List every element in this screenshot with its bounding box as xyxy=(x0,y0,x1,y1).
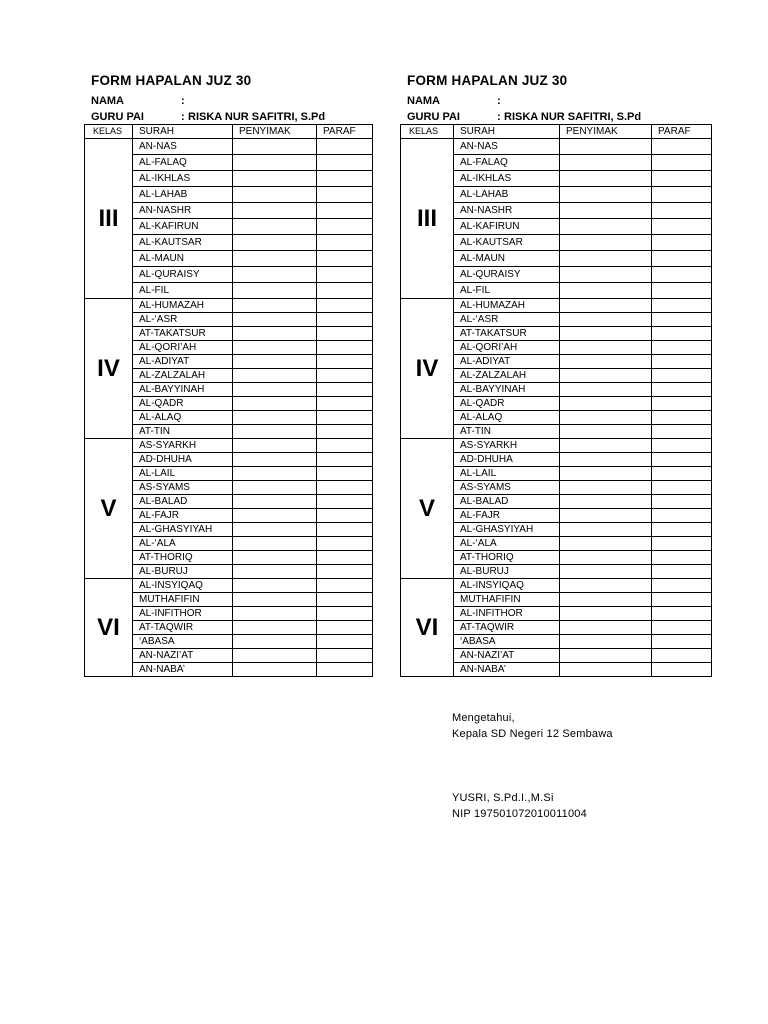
paraf-cell[interactable] xyxy=(317,341,373,355)
paraf-cell[interactable] xyxy=(317,467,373,481)
paraf-cell[interactable] xyxy=(317,203,373,219)
paraf-cell[interactable] xyxy=(317,251,373,267)
surah-cell: AL-KAFIRUN xyxy=(454,219,560,235)
surah-cell: AL-IKHLAS xyxy=(133,171,233,187)
paraf-cell[interactable] xyxy=(652,425,712,439)
kelas-cell: IV xyxy=(401,299,454,439)
surah-cell: AL-BAYYINAH xyxy=(454,383,560,397)
paraf-cell[interactable] xyxy=(317,621,373,635)
penyimak-cell[interactable] xyxy=(233,509,317,523)
hafalan-table xyxy=(400,124,712,677)
guru-value: RISKA NUR SAFITRI, S.Pd xyxy=(504,111,642,123)
penyimak-cell[interactable] xyxy=(233,327,317,341)
nama-colon: : xyxy=(497,95,501,107)
surah-cell: AL-GHASYIYAH xyxy=(454,523,560,537)
paraf-cell[interactable] xyxy=(317,495,373,509)
surah-cell: AL-INSYIQAQ xyxy=(454,579,560,593)
table-row xyxy=(401,439,712,453)
surah-cell: AD-DHUHA xyxy=(454,453,560,467)
paraf-cell[interactable] xyxy=(317,481,373,495)
penyimak-cell[interactable] xyxy=(560,621,652,635)
penyimak-cell[interactable] xyxy=(560,267,652,283)
penyimak-cell[interactable] xyxy=(233,251,317,267)
paraf-cell[interactable] xyxy=(652,267,712,283)
surah-cell: AL-ZALZALAH xyxy=(454,369,560,383)
surah-cell: AL-LAHAB xyxy=(454,187,560,203)
paraf-cell[interactable] xyxy=(317,635,373,649)
header-penyimak: PENYIMAK xyxy=(560,125,652,139)
penyimak-cell[interactable] xyxy=(560,171,652,187)
table-row xyxy=(401,299,712,313)
header-paraf: PARAF xyxy=(652,125,712,139)
kelas-cell: V xyxy=(85,439,133,579)
paraf-cell[interactable] xyxy=(317,187,373,203)
penyimak-cell[interactable] xyxy=(233,355,317,369)
paraf-cell[interactable] xyxy=(317,327,373,341)
penyimak-cell[interactable] xyxy=(560,579,652,593)
form-title: FORM HAPALAN JUZ 30 xyxy=(407,73,568,88)
penyimak-cell[interactable] xyxy=(560,251,652,267)
guru-label: GURU PAI xyxy=(407,111,460,123)
paraf-cell[interactable] xyxy=(317,397,373,411)
paraf-cell[interactable] xyxy=(652,635,712,649)
paraf-cell[interactable] xyxy=(652,155,712,171)
header-kelas: KELAS xyxy=(401,125,454,139)
surah-cell: AL-HUMAZAH xyxy=(133,299,233,313)
paraf-cell[interactable] xyxy=(317,235,373,251)
paraf-cell[interactable] xyxy=(652,537,712,551)
kelas-cell: III xyxy=(401,139,454,299)
surah-cell: AL-GHASYIYAH xyxy=(133,523,233,537)
penyimak-cell[interactable] xyxy=(233,235,317,251)
penyimak-cell[interactable] xyxy=(560,155,652,171)
surah-cell: AT-TIN xyxy=(454,425,560,439)
penyimak-cell[interactable] xyxy=(560,341,652,355)
paraf-cell[interactable] xyxy=(652,607,712,621)
guru-colon: : xyxy=(181,111,185,123)
penyimak-cell[interactable] xyxy=(560,649,652,663)
paraf-cell[interactable] xyxy=(652,327,712,341)
surah-cell: AL-ALAQ xyxy=(454,411,560,425)
table-row xyxy=(85,579,373,593)
penyimak-cell[interactable] xyxy=(560,551,652,565)
paraf-cell[interactable] xyxy=(317,565,373,579)
surah-cell: AL-KAFIRUN xyxy=(133,219,233,235)
paraf-cell[interactable] xyxy=(317,219,373,235)
paraf-cell[interactable] xyxy=(652,383,712,397)
kelas-cell: VI xyxy=(401,579,454,677)
penyimak-cell[interactable] xyxy=(233,537,317,551)
kelas-cell: V xyxy=(401,439,454,579)
surah-cell: AT-TAQWIR xyxy=(133,621,233,635)
hafalan-table xyxy=(84,124,373,677)
paraf-cell[interactable] xyxy=(317,155,373,171)
penyimak-cell[interactable] xyxy=(233,523,317,537)
guru-value: RISKA NUR SAFITRI, S.Pd xyxy=(188,111,326,123)
surah-cell: AL-BALAD xyxy=(133,495,233,509)
surah-cell: AL-QURAISY xyxy=(133,267,233,283)
paraf-cell[interactable] xyxy=(652,299,712,313)
penyimak-cell[interactable] xyxy=(560,607,652,621)
nama-colon: : xyxy=(181,95,185,107)
surah-cell: AN-NAZI’AT xyxy=(454,649,560,663)
paraf-cell[interactable] xyxy=(317,171,373,187)
surah-cell: AL-BAYYINAH xyxy=(133,383,233,397)
surah-cell: AL-‘ASR xyxy=(133,313,233,327)
penyimak-cell[interactable] xyxy=(233,299,317,313)
penyimak-cell[interactable] xyxy=(233,219,317,235)
surah-cell: MUTHAFIFIN xyxy=(454,593,560,607)
penyimak-cell[interactable] xyxy=(560,203,652,219)
surah-cell: AL-‘ALA xyxy=(133,537,233,551)
surah-cell: AL-ZALZALAH xyxy=(133,369,233,383)
surah-cell: AL-BURUJ xyxy=(454,565,560,579)
paraf-cell[interactable] xyxy=(652,283,712,299)
surah-cell: AL-BALAD xyxy=(454,495,560,509)
paraf-cell[interactable] xyxy=(652,235,712,251)
penyimak-cell[interactable] xyxy=(233,565,317,579)
paraf-cell[interactable] xyxy=(652,251,712,267)
penyimak-cell[interactable] xyxy=(560,299,652,313)
paraf-cell[interactable] xyxy=(652,171,712,187)
kelas-cell: VI xyxy=(85,579,133,677)
surah-cell: AL-LAIL xyxy=(133,467,233,481)
nama-label: NAMA xyxy=(407,95,440,107)
paraf-cell[interactable] xyxy=(652,187,712,203)
surah-cell: AL-FAJR xyxy=(133,509,233,523)
surah-cell: AL-QURAISY xyxy=(454,267,560,283)
header-paraf: PARAF xyxy=(317,125,373,139)
penyimak-cell[interactable] xyxy=(233,551,317,565)
paraf-cell[interactable] xyxy=(317,523,373,537)
penyimak-cell[interactable] xyxy=(233,171,317,187)
penyimak-cell[interactable] xyxy=(233,495,317,509)
penyimak-cell[interactable] xyxy=(560,509,652,523)
paraf-cell[interactable] xyxy=(652,397,712,411)
paraf-cell[interactable] xyxy=(652,565,712,579)
penyimak-cell[interactable] xyxy=(560,383,652,397)
paraf-cell[interactable] xyxy=(652,313,712,327)
paraf-cell[interactable] xyxy=(317,453,373,467)
surah-cell: AL-IKHLAS xyxy=(454,171,560,187)
kelas-cell: III xyxy=(85,139,133,299)
signature-nip: NIP 197501072010011004 xyxy=(452,808,587,820)
surah-cell: AS-SYAMS xyxy=(133,481,233,495)
signature-position: Kepala SD Negeri 12 Sembawa xyxy=(452,728,613,740)
penyimak-cell[interactable] xyxy=(233,411,317,425)
surah-cell: AL-LAIL xyxy=(454,467,560,481)
penyimak-cell[interactable] xyxy=(560,355,652,369)
surah-cell: AL-QORI’AH xyxy=(454,341,560,355)
table-row xyxy=(85,139,373,155)
paraf-cell[interactable] xyxy=(317,355,373,369)
penyimak-cell[interactable] xyxy=(233,579,317,593)
paraf-cell[interactable] xyxy=(317,663,373,677)
surah-cell: AL-FALAQ xyxy=(133,155,233,171)
surah-cell: AN-NASHR xyxy=(133,203,233,219)
penyimak-cell[interactable] xyxy=(233,313,317,327)
surah-cell: ‘ABASA xyxy=(454,635,560,649)
paraf-cell[interactable] xyxy=(317,383,373,397)
surah-cell: AL-‘ASR xyxy=(454,313,560,327)
surah-cell: AL-FIL xyxy=(454,283,560,299)
paraf-cell[interactable] xyxy=(652,411,712,425)
paraf-cell[interactable] xyxy=(317,579,373,593)
penyimak-cell[interactable] xyxy=(233,203,317,219)
paraf-cell[interactable] xyxy=(317,139,373,155)
surah-cell: AT-TAKATSUR xyxy=(454,327,560,341)
surah-cell: AL-HUMAZAH xyxy=(454,299,560,313)
penyimak-cell[interactable] xyxy=(233,467,317,481)
penyimak-cell[interactable] xyxy=(560,219,652,235)
surah-cell: AL-INFITHOR xyxy=(454,607,560,621)
paraf-cell[interactable] xyxy=(317,537,373,551)
penyimak-cell[interactable] xyxy=(233,267,317,283)
surah-cell: AT-THORIQ xyxy=(133,551,233,565)
paraf-cell[interactable] xyxy=(652,663,712,677)
penyimak-cell[interactable] xyxy=(233,341,317,355)
header-surah: SURAH xyxy=(133,125,233,139)
kelas-cell: IV xyxy=(85,299,133,439)
surah-cell: AT-TIN xyxy=(133,425,233,439)
penyimak-cell[interactable] xyxy=(560,187,652,203)
surah-cell: AL-KAUTSAR xyxy=(454,235,560,251)
guru-label: GURU PAI xyxy=(91,111,144,123)
paraf-cell[interactable] xyxy=(317,649,373,663)
penyimak-cell[interactable] xyxy=(233,621,317,635)
paraf-cell[interactable] xyxy=(317,607,373,621)
penyimak-cell[interactable] xyxy=(233,635,317,649)
paraf-cell[interactable] xyxy=(652,593,712,607)
header-surah: SURAH xyxy=(454,125,560,139)
paraf-cell[interactable] xyxy=(652,481,712,495)
surah-cell: AL-QADR xyxy=(454,397,560,411)
surah-cell: AD-DHUHA xyxy=(133,453,233,467)
table-row xyxy=(401,579,712,593)
penyimak-cell[interactable] xyxy=(233,453,317,467)
penyimak-cell[interactable] xyxy=(233,649,317,663)
penyimak-cell[interactable] xyxy=(560,327,652,341)
paraf-cell[interactable] xyxy=(317,425,373,439)
header-penyimak: PENYIMAK xyxy=(233,125,317,139)
penyimak-cell[interactable] xyxy=(560,283,652,299)
header-kelas: KELAS xyxy=(85,125,133,139)
surah-cell: AL-QORI’AH xyxy=(133,341,233,355)
penyimak-cell[interactable] xyxy=(233,607,317,621)
penyimak-cell[interactable] xyxy=(233,397,317,411)
surah-cell: AL-FIL xyxy=(133,283,233,299)
penyimak-cell[interactable] xyxy=(560,453,652,467)
penyimak-cell[interactable] xyxy=(560,139,652,155)
table-row xyxy=(85,439,373,453)
paraf-cell[interactable] xyxy=(652,467,712,481)
paraf-cell[interactable] xyxy=(317,283,373,299)
penyimak-cell[interactable] xyxy=(560,663,652,677)
penyimak-cell[interactable] xyxy=(560,467,652,481)
paraf-cell[interactable] xyxy=(317,299,373,313)
table-row xyxy=(401,139,712,155)
paraf-cell[interactable] xyxy=(652,341,712,355)
penyimak-cell[interactable] xyxy=(233,481,317,495)
surah-cell: AL-FALAQ xyxy=(454,155,560,171)
surah-cell: AN-NABA’ xyxy=(133,663,233,677)
surah-cell: ‘ABASA xyxy=(133,635,233,649)
surah-cell: AN-NAS xyxy=(133,139,233,155)
paraf-cell[interactable] xyxy=(652,579,712,593)
penyimak-cell[interactable] xyxy=(560,593,652,607)
penyimak-cell[interactable] xyxy=(560,481,652,495)
surah-cell: AT-TAKATSUR xyxy=(133,327,233,341)
surah-cell: AS-SYARKH xyxy=(454,439,560,453)
penyimak-cell[interactable] xyxy=(560,397,652,411)
penyimak-cell[interactable] xyxy=(233,663,317,677)
surah-cell: AL-MAUN xyxy=(133,251,233,267)
paraf-cell[interactable] xyxy=(652,551,712,565)
paraf-cell[interactable] xyxy=(317,439,373,453)
penyimak-cell[interactable] xyxy=(233,439,317,453)
paraf-cell[interactable] xyxy=(652,495,712,509)
penyimak-cell[interactable] xyxy=(560,369,652,383)
paraf-cell[interactable] xyxy=(317,411,373,425)
surah-cell: AL-FAJR xyxy=(454,509,560,523)
surah-cell: AN-NAZI’AT xyxy=(133,649,233,663)
surah-cell: AL-BURUJ xyxy=(133,565,233,579)
nama-label: NAMA xyxy=(91,95,124,107)
table-row xyxy=(85,299,373,313)
paraf-cell[interactable] xyxy=(317,509,373,523)
signature-name: YUSRI, S.Pd.I.,M.Si xyxy=(452,792,554,804)
penyimak-cell[interactable] xyxy=(560,635,652,649)
paraf-cell[interactable] xyxy=(652,523,712,537)
surah-cell: AT-TAQWIR xyxy=(454,621,560,635)
surah-cell: AL-QADR xyxy=(133,397,233,411)
paraf-cell[interactable] xyxy=(652,139,712,155)
surah-cell: AL-LAHAB xyxy=(133,187,233,203)
penyimak-cell[interactable] xyxy=(560,235,652,251)
surah-cell: AN-NASHR xyxy=(454,203,560,219)
paraf-cell[interactable] xyxy=(317,593,373,607)
surah-cell: MUTHAFIFIN xyxy=(133,593,233,607)
paraf-cell[interactable] xyxy=(652,509,712,523)
surah-cell: AT-THORIQ xyxy=(454,551,560,565)
paraf-cell[interactable] xyxy=(317,369,373,383)
penyimak-cell[interactable] xyxy=(560,425,652,439)
penyimak-cell[interactable] xyxy=(560,523,652,537)
signature-mengetahui: Mengetahui, xyxy=(452,712,515,724)
penyimak-cell[interactable] xyxy=(233,369,317,383)
paraf-cell[interactable] xyxy=(652,369,712,383)
surah-cell: AN-NAS xyxy=(454,139,560,155)
penyimak-cell[interactable] xyxy=(560,537,652,551)
surah-cell: AS-SYARKH xyxy=(133,439,233,453)
paraf-cell[interactable] xyxy=(652,355,712,369)
penyimak-cell[interactable] xyxy=(560,495,652,509)
penyimak-cell[interactable] xyxy=(233,593,317,607)
surah-cell: AL-KAUTSAR xyxy=(133,235,233,251)
surah-cell: AL-ADIYAT xyxy=(133,355,233,369)
penyimak-cell[interactable] xyxy=(233,425,317,439)
surah-cell: AL-ADIYAT xyxy=(454,355,560,369)
paraf-cell[interactable] xyxy=(652,649,712,663)
surah-cell: AL-ALAQ xyxy=(133,411,233,425)
paraf-cell[interactable] xyxy=(652,621,712,635)
penyimak-cell[interactable] xyxy=(233,283,317,299)
surah-cell: AL-INSYIQAQ xyxy=(133,579,233,593)
paraf-cell[interactable] xyxy=(652,203,712,219)
penyimak-cell[interactable] xyxy=(233,383,317,397)
penyimak-cell[interactable] xyxy=(233,155,317,171)
paraf-cell[interactable] xyxy=(652,439,712,453)
penyimak-cell[interactable] xyxy=(560,565,652,579)
penyimak-cell[interactable] xyxy=(560,313,652,327)
penyimak-cell[interactable] xyxy=(560,439,652,453)
penyimak-cell[interactable] xyxy=(233,187,317,203)
penyimak-cell[interactable] xyxy=(233,139,317,155)
paraf-cell[interactable] xyxy=(652,453,712,467)
surah-cell: AL-MAUN xyxy=(454,251,560,267)
paraf-cell[interactable] xyxy=(317,267,373,283)
paraf-cell[interactable] xyxy=(652,219,712,235)
surah-cell: AL-‘ALA xyxy=(454,537,560,551)
guru-colon: : xyxy=(497,111,501,123)
form-title: FORM HAPALAN JUZ 30 xyxy=(91,73,252,88)
penyimak-cell[interactable] xyxy=(560,411,652,425)
paraf-cell[interactable] xyxy=(317,313,373,327)
paraf-cell[interactable] xyxy=(317,551,373,565)
surah-cell: AL-INFITHOR xyxy=(133,607,233,621)
surah-cell: AN-NABA’ xyxy=(454,663,560,677)
surah-cell: AS-SYAMS xyxy=(454,481,560,495)
